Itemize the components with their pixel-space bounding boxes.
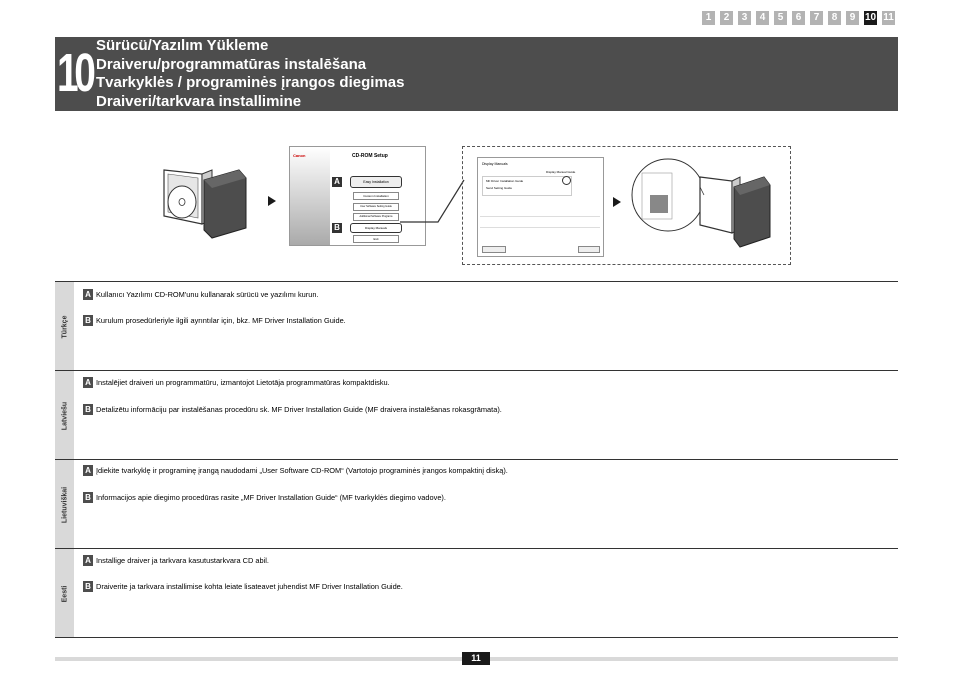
label-b: B [332,223,342,233]
instruction-b: Detalizētu informāciju par instalēšanas procedūru sk. MF Driver Installation Guide (MF draivera instalēšanas rokasgrāmata). [96,405,502,414]
arrow-right-icon [613,197,621,207]
step-a-estonian [83,555,269,566]
step-10-current: 10 [864,12,877,23]
step-a-lithuanian [83,465,508,476]
exit-manuals-button[interactable] [578,246,600,253]
step-4[interactable]: 4 [756,11,769,25]
manual-item-1[interactable]: MF Driver Installation Guide [486,179,524,183]
computer-manual-icon [628,157,778,257]
badge-a: A [83,465,93,476]
section-turkish [55,281,898,371]
label-a: A [332,177,342,187]
arrow-right-icon [268,196,276,206]
instruction-a: Installige draiver ja tarkvara kasutustarkvara CD abil. [96,556,269,565]
step-a-turkish [83,289,319,300]
step-9[interactable]: 9 [846,11,859,25]
section-titles [96,37,404,111]
step-2[interactable]: 2 [720,11,733,25]
display-manuals-button[interactable]: Display Manuals [350,223,402,233]
setting-guide-button[interactable]: User Software Setting Guide [353,203,399,211]
instruction-a: Instalējiet draiveri un programmatūru, izmantojot Lietotāja programmatūras kompaktdisku. [96,378,390,387]
lang-label-turkish: Türkçe [55,282,74,371]
badge-b: B [83,581,93,592]
lang-label-estonian: Eesti [55,549,74,638]
title-latvian: Draiveru/programmatūras instalēšana [96,55,367,73]
setup-title: CD-ROM Setup [352,153,388,159]
manual-item-2[interactable]: Send Setting Guide [486,186,513,190]
setup-side-image [290,147,330,245]
step-number: 10 [57,43,92,103]
lang-label-lithuanian: Lietuviškai [55,460,74,549]
manuals-list [482,176,572,196]
step-b-lithuanian [83,492,446,503]
connector-line [398,170,468,230]
step-b-turkish [83,315,346,326]
section-header [55,37,898,111]
badge-b: B [83,404,93,415]
open-manual-icon[interactable] [562,176,571,185]
display-manuals-title: Display Manuals [482,162,508,166]
section-estonian [55,548,898,638]
easy-installation-button[interactable]: Easy Installation [350,176,402,188]
computer-cd-icon [154,160,254,240]
brand-logo: Canon [293,153,306,158]
section-lithuanian [55,459,898,549]
exit-button[interactable]: Exit [353,235,399,243]
badge-b: B [83,492,93,503]
step-3[interactable]: 3 [738,11,751,25]
step-5[interactable]: 5 [774,11,787,25]
instruction-b: Informacijos apie diegimo procedūras rasite „MF Driver Installation Guide“ (MF tvarkyklės diegimo vadove). [96,493,446,502]
step-a-latvian [83,377,390,388]
step-8[interactable]: 8 [828,11,841,25]
section-latvian [55,370,898,460]
title-lithuanian: Tvarkyklės / programinės įrangos diegimas [96,74,405,91]
lang-label-latvian: Latviešu [55,371,74,460]
display-menu-label: Display Manual Guide [546,170,576,174]
info-text-area [480,216,600,228]
step-11[interactable]: 11 [883,12,894,23]
badge-b: B [83,315,93,326]
display-manuals-window [477,157,604,257]
page-number: 11 [462,652,490,665]
badge-a: A [83,289,93,300]
step-7[interactable]: 7 [810,11,823,25]
additional-software-button[interactable]: Additional Software Programs [353,213,399,221]
title-turkish: Sürücü/Yazılım Yükleme [96,37,269,54]
step-b-estonian [83,581,403,592]
instruction-b: Draiverite ja tarkvara installimise kohta leiate lisateavet juhendist MF Driver Installation Guide. [96,582,403,591]
step-6[interactable]: 6 [792,11,805,25]
badge-a: A [83,377,93,388]
step-navigation [702,11,895,25]
bottom-divider [55,637,898,638]
instruction-a: Įdiekite tvarkyklę ir programinę įrangą naudodami „User Software CD-ROM“ (Vartotojo programinės įrangos kompaktinį diską). [96,466,508,475]
back-button[interactable] [482,246,506,253]
badge-a: A [83,555,93,566]
instruction-a: Kullanıcı Yazılımı CD-ROM'unu kullanarak sürücü ve yazılımı kurun. [96,290,319,299]
custom-installation-button[interactable]: Custom Installation [353,192,399,200]
step-1[interactable]: 1 [702,11,715,25]
installation-illustration [150,140,800,268]
instruction-b: Kurulum prosedürleriyle ilgili ayrıntılar için, bkz. MF Driver Installation Guide. [96,316,346,325]
title-estonian: Draiveri/tarkvara installimine [96,92,302,110]
step-b-latvian [83,404,502,415]
display-manuals-callout [462,146,791,265]
